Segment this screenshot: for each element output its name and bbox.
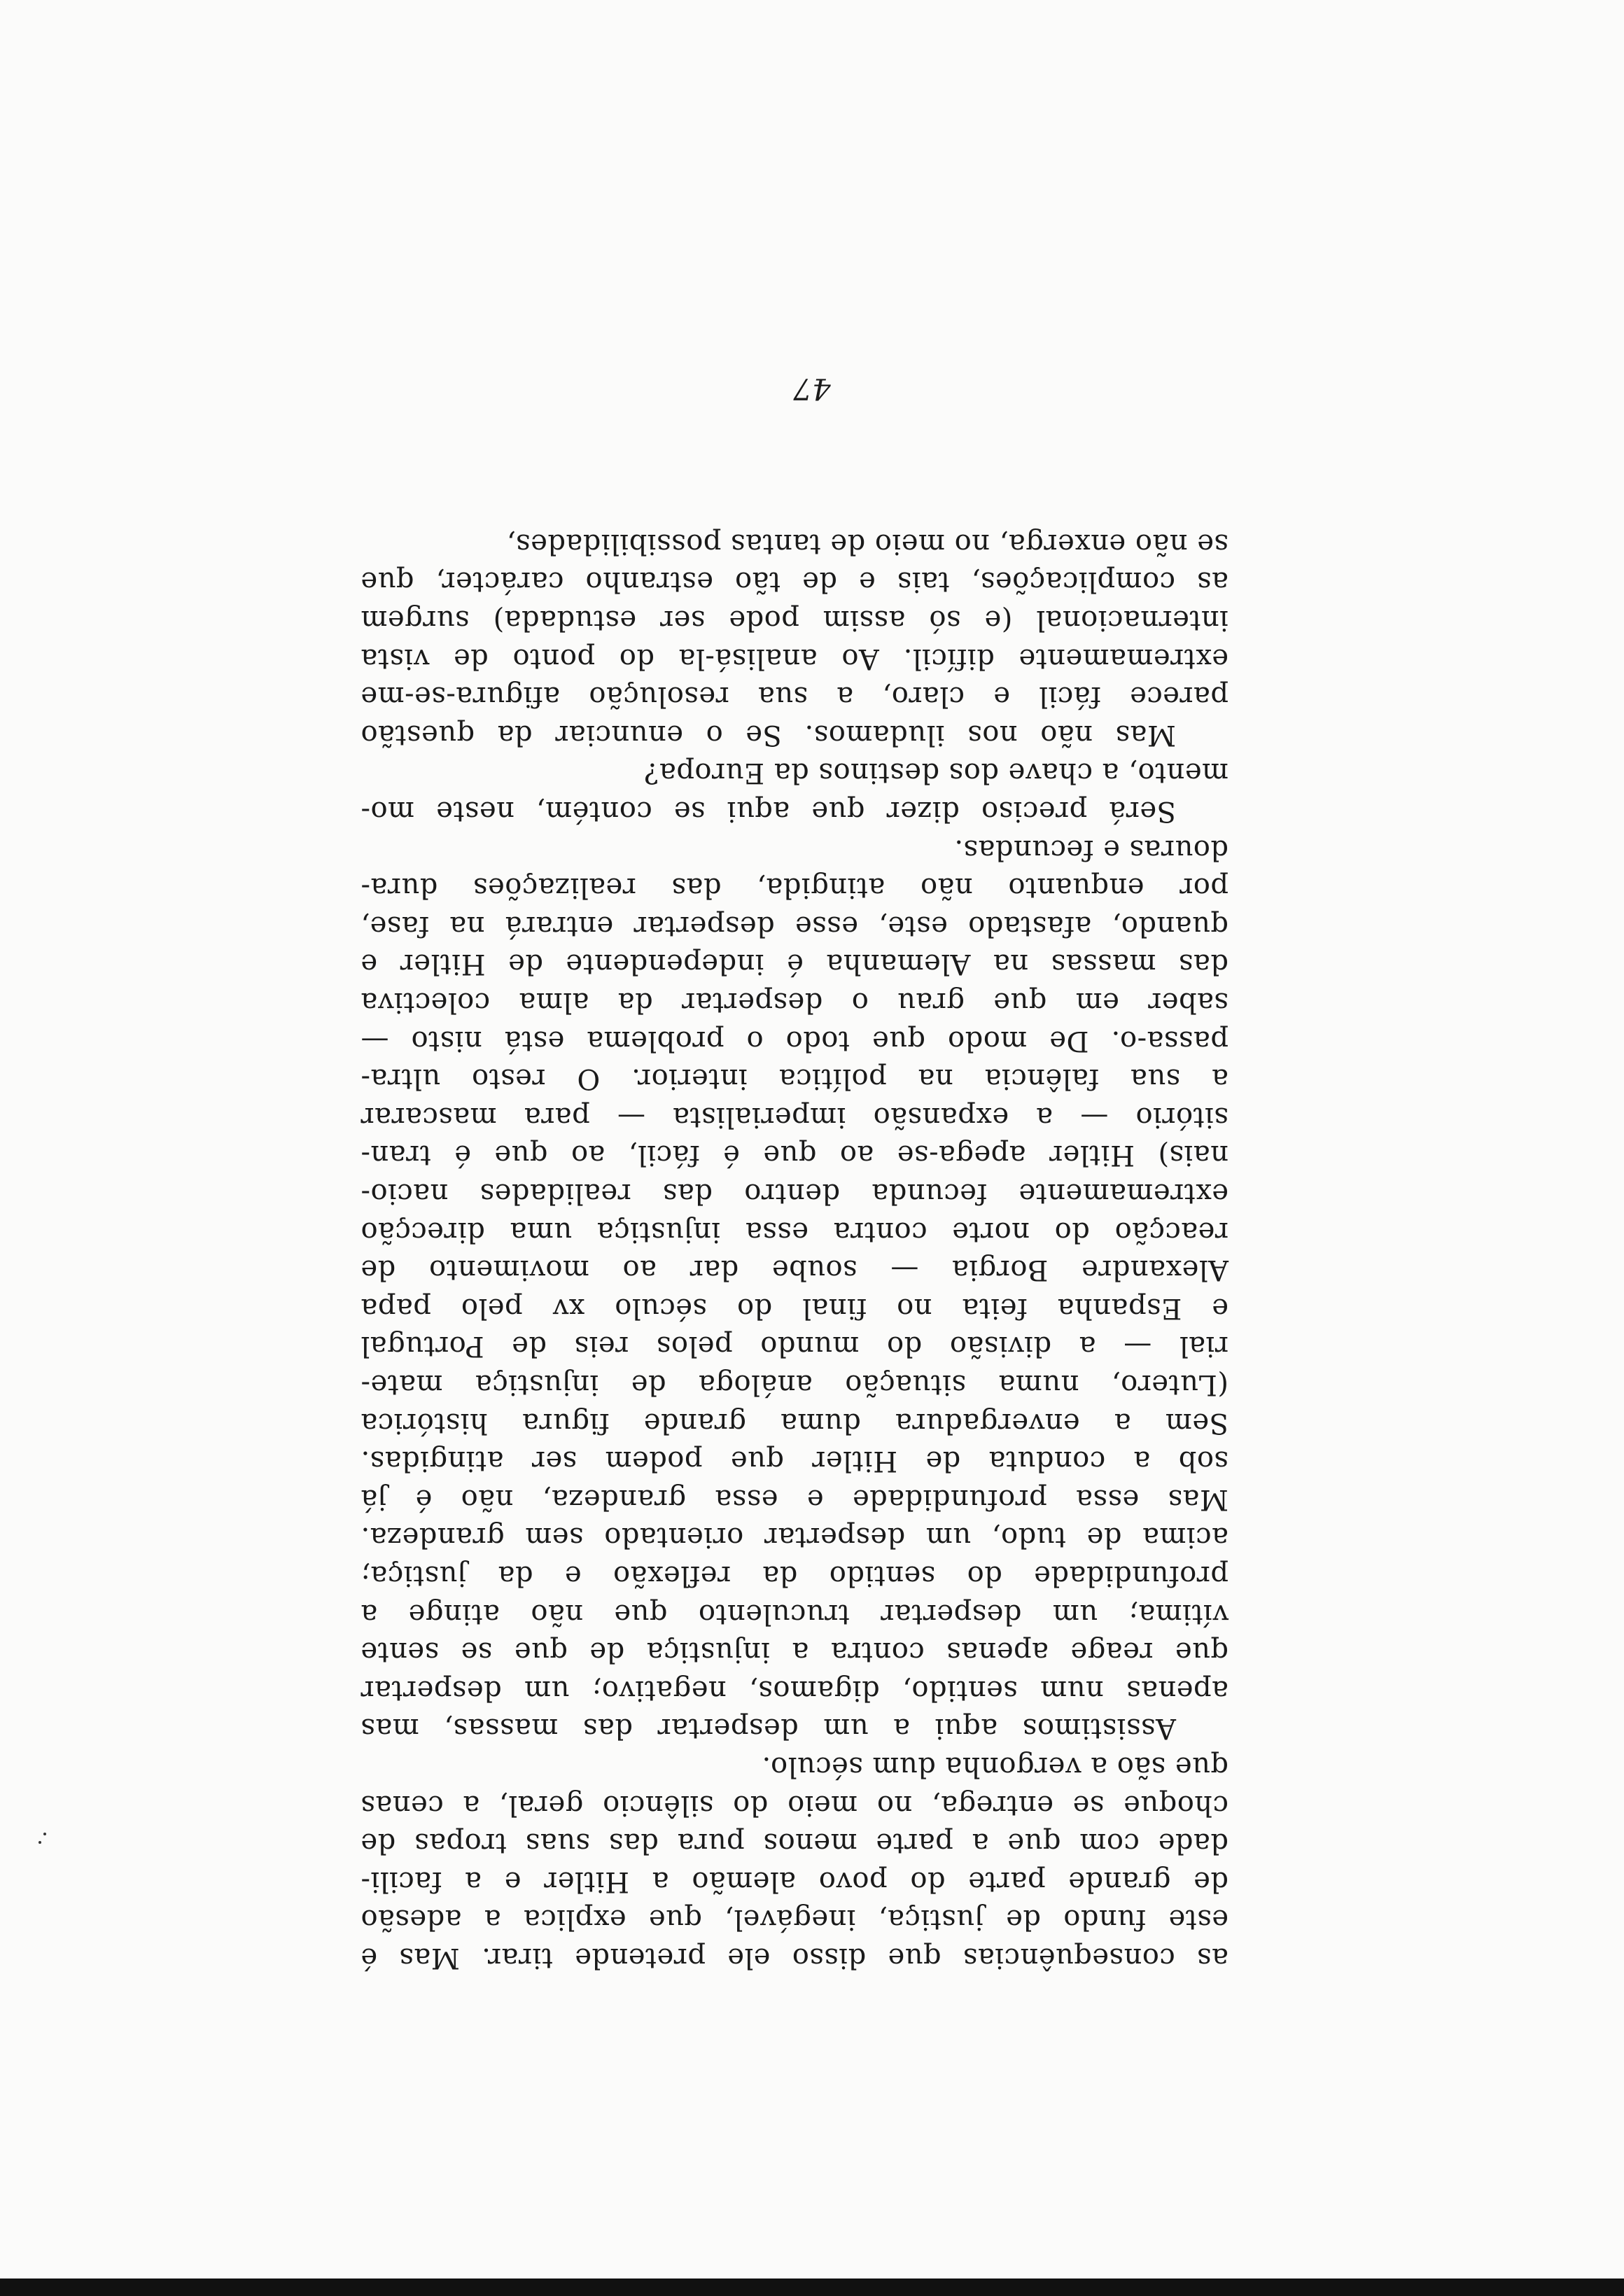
text-line: vítima; um despertar truculento que não atinge a — [360, 1597, 1228, 1630]
text-line: passa-o. De modo que todo o problema está nisto — — [360, 1024, 1228, 1057]
text-line: (Lutero, numa situação análoga de injustiça mate- — [360, 1368, 1228, 1401]
text-line: a sua falência na política interior. O resto ultra- — [360, 1063, 1228, 1096]
text-line: sitório — a expansão imperialista — para mascarar — [360, 1100, 1228, 1133]
text-line: extremamente difícil. Ao analisá-la do ponto de vista — [360, 642, 1228, 675]
text-line: choque se entrega, no meio do silêncio geral, a cenas — [360, 1788, 1228, 1821]
scan-speck — [43, 1833, 46, 1835]
text-line: as complicações, tais e de tão estranho carácter, que — [360, 566, 1228, 598]
text-line: de grande parte do povo alemão a Hitler e a facili- — [360, 1865, 1228, 1898]
text-line: nais) Hitler apega-se ao que é fácil, ao que é tran- — [360, 1139, 1228, 1172]
text-line: douras e fecundas. — [953, 833, 1228, 866]
text-line: este fundo de justiça, inegável, que explica a adesão — [360, 1903, 1228, 1936]
text-line: saber em que grau o despertar da alma colectiva — [360, 986, 1228, 1018]
text-line: quando, afastado este, esse despertar entrará na fase, — [360, 909, 1228, 942]
text-line: apenas num sentido, digamos, negativo; um despertar — [360, 1674, 1228, 1707]
text-line: Sem a envergadura duma grande figura histórica — [360, 1406, 1228, 1439]
text-line: extremamente fecunda dentro das realidades nacio- — [360, 1177, 1228, 1210]
text-line: Assistimos aqui a um despertar das massas, mas — [360, 1712, 1176, 1745]
text-line: as consequências que disso ele pretende tirar. Mas é — [360, 1942, 1228, 1974]
text-line: sob a conduta de Hitler que podem ser atingidas. — [360, 1445, 1228, 1478]
text-line: que são a vergonha dum século. — [762, 1751, 1228, 1783]
scan-speck — [38, 1841, 41, 1844]
text-line: e Espanha feita no final do século xv pelo papa — [360, 1292, 1228, 1324]
bottom-scan-border — [0, 2278, 1624, 2296]
text-line: mento, a chave dos destinos da Europa? — [643, 757, 1228, 790]
text-line: reacção do norte contra essa injustiça uma direcção — [360, 1215, 1228, 1248]
text-line: Alexandre Borgia — soube dar ao movimento de — [360, 1254, 1228, 1287]
text-line: Será preciso dizer que aqui se contém, neste mo- — [360, 795, 1176, 827]
text-line: internacional (e só assim pode ser estudada) surgem — [360, 604, 1228, 636]
text-line: dade com que a parte menos pura das suas tropas de — [360, 1827, 1228, 1860]
text-line: que reage apenas contra a injustiça de que se sente — [360, 1636, 1228, 1669]
text-line: Mas não nos iludamos. Se o enunciar da questão — [360, 718, 1176, 751]
text-line: por enquanto não atingida, das realizações dura- — [360, 872, 1228, 904]
text-line: profundidade do sentido da reflexão e da justiça; — [360, 1560, 1228, 1592]
text-line: das massas na Alemanha é independente de Hitler e — [360, 948, 1228, 981]
text-line: Mas essa profundidade e essa grandeza, não é já — [360, 1483, 1228, 1516]
text-line: rial — a divisão do mundo pelos reis de Portugal — [360, 1330, 1228, 1363]
text-line: acima de tudo, um despertar orientado sem grandeza. — [360, 1521, 1228, 1554]
page-number: 47 — [793, 372, 831, 406]
text-line: parece fácil e claro, a sua resolução afigura-se-me — [360, 680, 1228, 713]
text-line: se não enxerga, no meio de tantas possibilidades, — [506, 527, 1228, 560]
